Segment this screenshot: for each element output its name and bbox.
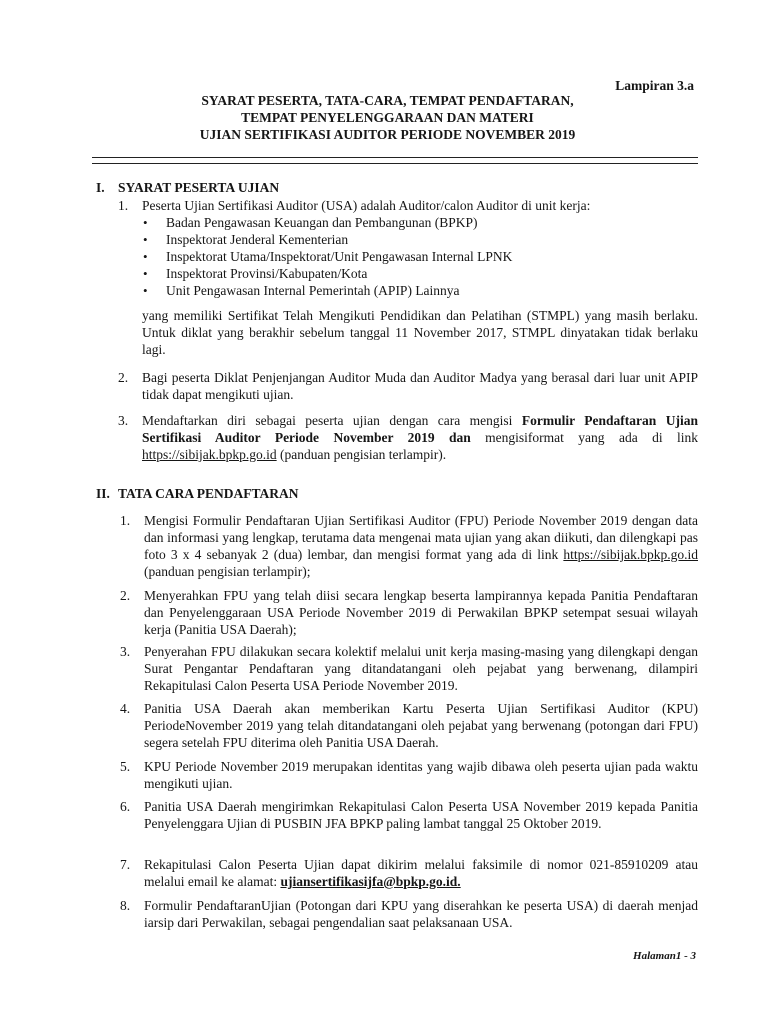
text-part: Rekapitulasi Calon Peserta Ujian dapat dikirim melalui faksimile di nomor 021-85910209 atau melalui email ke alamat: [144, 857, 698, 889]
section-2-item-2 [120, 587, 698, 638]
section-2-item-6 [120, 798, 698, 832]
item-number: 2. [118, 370, 129, 385]
item-text: Panitia USA Daerah mengirimkan Rekapitulasi Calon Peserta USA November 2019 kepada Panitia Penyelenggara Ujian di PUSBIN JFA BPKP paling lambat tanggal 25 Oktober 2019. [144, 799, 698, 831]
item-number: 1. [118, 198, 129, 213]
item-number: 7. [120, 857, 131, 872]
item-text [142, 412, 698, 463]
section-2-item-4 [120, 700, 698, 751]
item-number: 5. [120, 759, 131, 774]
section-2-number: II. [96, 486, 110, 501]
section-1-item-3 [118, 412, 698, 463]
section-1-heading [96, 180, 279, 196]
list-item: • Inspektorat Jenderal Kementerian [140, 231, 700, 248]
title-rule-top [92, 157, 698, 158]
item-text [144, 512, 698, 580]
item-text: Bagi peserta Diklat Penjenjangan Auditor Muda dan Auditor Madya yang berasal dari luar unit APIP tidak dapat mengikuti ujian. [142, 370, 698, 402]
list-item: • Badan Pengawasan Keuangan dan Pembangunan (BPKP) [140, 214, 700, 231]
title-line-1: SYARAT PESERTA, TATA-CARA, TEMPAT PENDAFTARAN, [201, 93, 574, 108]
item-text: KPU Periode November 2019 merupakan identitas yang wajib dibawa oleh peserta ujian pada waktu mengikuti ujian. [144, 759, 698, 791]
section-2-title: TATA CARA PENDAFTARAN [118, 486, 299, 501]
attachment-label: Lampiran 3.a [615, 78, 694, 93]
section-2-item-8 [120, 897, 698, 931]
text-part: (panduan pengisian terlampir). [276, 447, 447, 462]
section-1-item-2 [118, 369, 698, 403]
section-2-item-7 [120, 856, 698, 890]
item-number: 3. [120, 644, 131, 659]
item-text: Formulir PendaftaranUjian (Potongan dari KPU yang diserahkan ke peserta USA) di daerah menjad iarsip dari Perwakilan, sebagai pengendalian saat pelaksanaan USA. [144, 898, 698, 930]
page-number: Halaman1 - 3 [633, 950, 696, 962]
item-text: Peserta Ujian Sertifikasi Auditor (USA) adalah Auditor/calon Auditor di unit kerja: [142, 198, 591, 213]
item-number: 2. [120, 588, 131, 603]
list-item: • Inspektorat Utama/Inspektorat/Unit Pengawasan Internal LPNK [140, 248, 700, 265]
section-2-item-1 [120, 512, 698, 580]
sibijak-link[interactable]: https://sibijak.bpkp.go.id [142, 447, 277, 462]
document-title [90, 92, 685, 143]
item-number: 6. [120, 799, 131, 814]
title-rule-bottom [92, 163, 698, 164]
section-2-heading [96, 486, 299, 502]
list-item: • Unit Pengawasan Internal Pemerintah (APIP) Lainnya [140, 282, 700, 299]
unit-kerja-list [140, 214, 700, 299]
section-2-item-3 [120, 643, 698, 694]
title-line-2: TEMPAT PENYELENGGARAAN DAN MATERI [241, 110, 534, 125]
text-part: Mengisi Formulir Pendaftaran Ujian Sertifikasi Auditor (FPU) Periode November 2019 dengan data dan informasi yang lengkap, terutama data mengenai mata ujian yang akan diikuti, dan dilengkapi pas foto 3 x 4 sebanyak 2 (dua) lembar, dan mengisi format yang ada di link [144, 513, 698, 562]
item-text: Penyerahan FPU dilakukan secara kolektif melalui unit kerja masing-masing yang dilengkapi dengan Surat Pengantar Pendaftaran yang ditandatangani oleh pejabat yang berwenang, dilampiri Rekapitulasi Calon Peserta USA Periode November 2019. [144, 644, 698, 693]
item-number: 8. [120, 898, 131, 913]
section-1-item-1 [118, 197, 698, 214]
section-1-item-1-followup: yang memiliki Sertifikat Telah Mengikuti Pendidikan dan Pelatihan (STMPL) yang masih berlaku. Untuk diklat yang berakhir sebelum tanggal 11 November 2017, STMPL dinyatakan tidak berlaku lagi. [142, 308, 698, 357]
item-number: 1. [120, 513, 131, 528]
email-link[interactable]: ujiansertifikasijfa@bpkp.go.id. [280, 874, 461, 889]
section-1-number: I. [96, 180, 105, 195]
text-part: (panduan pengisian terlampir); [144, 564, 311, 579]
text-part: Mendaftarkan diri sebagai peserta ujian dengan cara mengisi [142, 413, 522, 428]
title-line-3: UJIAN SERTIFIKASI AUDITOR PERIODE NOVEMBER 2019 [199, 127, 576, 142]
section-1-title: SYARAT PESERTA UJIAN [118, 180, 280, 195]
item-number: 3. [118, 413, 129, 428]
sibijak-link[interactable]: https://sibijak.bpkp.go.id [563, 547, 698, 562]
list-item: • Inspektorat Provinsi/Kabupaten/Kota [140, 265, 700, 282]
text-part: mengisiformat yang ada di link [470, 430, 698, 445]
form-name-bold: Formulir Pendaftaran Ujian Sertifikasi Auditor Periode November 2019 dan [142, 413, 698, 445]
item-text: Panitia USA Daerah akan memberikan Kartu Peserta Ujian Sertifikasi Auditor (KPU) PeriodeNovember 2019 yang telah ditandatangani oleh pejabat yang berwenang (potongan dari FPU) segera setelah FPU diterima oleh Panitia USA Daerah. [144, 701, 698, 750]
section-2-item-5 [120, 758, 698, 792]
item-number: 4. [120, 701, 131, 716]
item-text [144, 856, 698, 890]
item-text: Menyerahkan FPU yang telah diisi secara lengkap beserta lampirannya kepada Panitia Pendaftaran dan Penyelenggaraan USA Periode November 2019 di Perwakilan BPKP setempat sesuai wilayah kerja (Panitia USA Daerah); [144, 588, 698, 637]
